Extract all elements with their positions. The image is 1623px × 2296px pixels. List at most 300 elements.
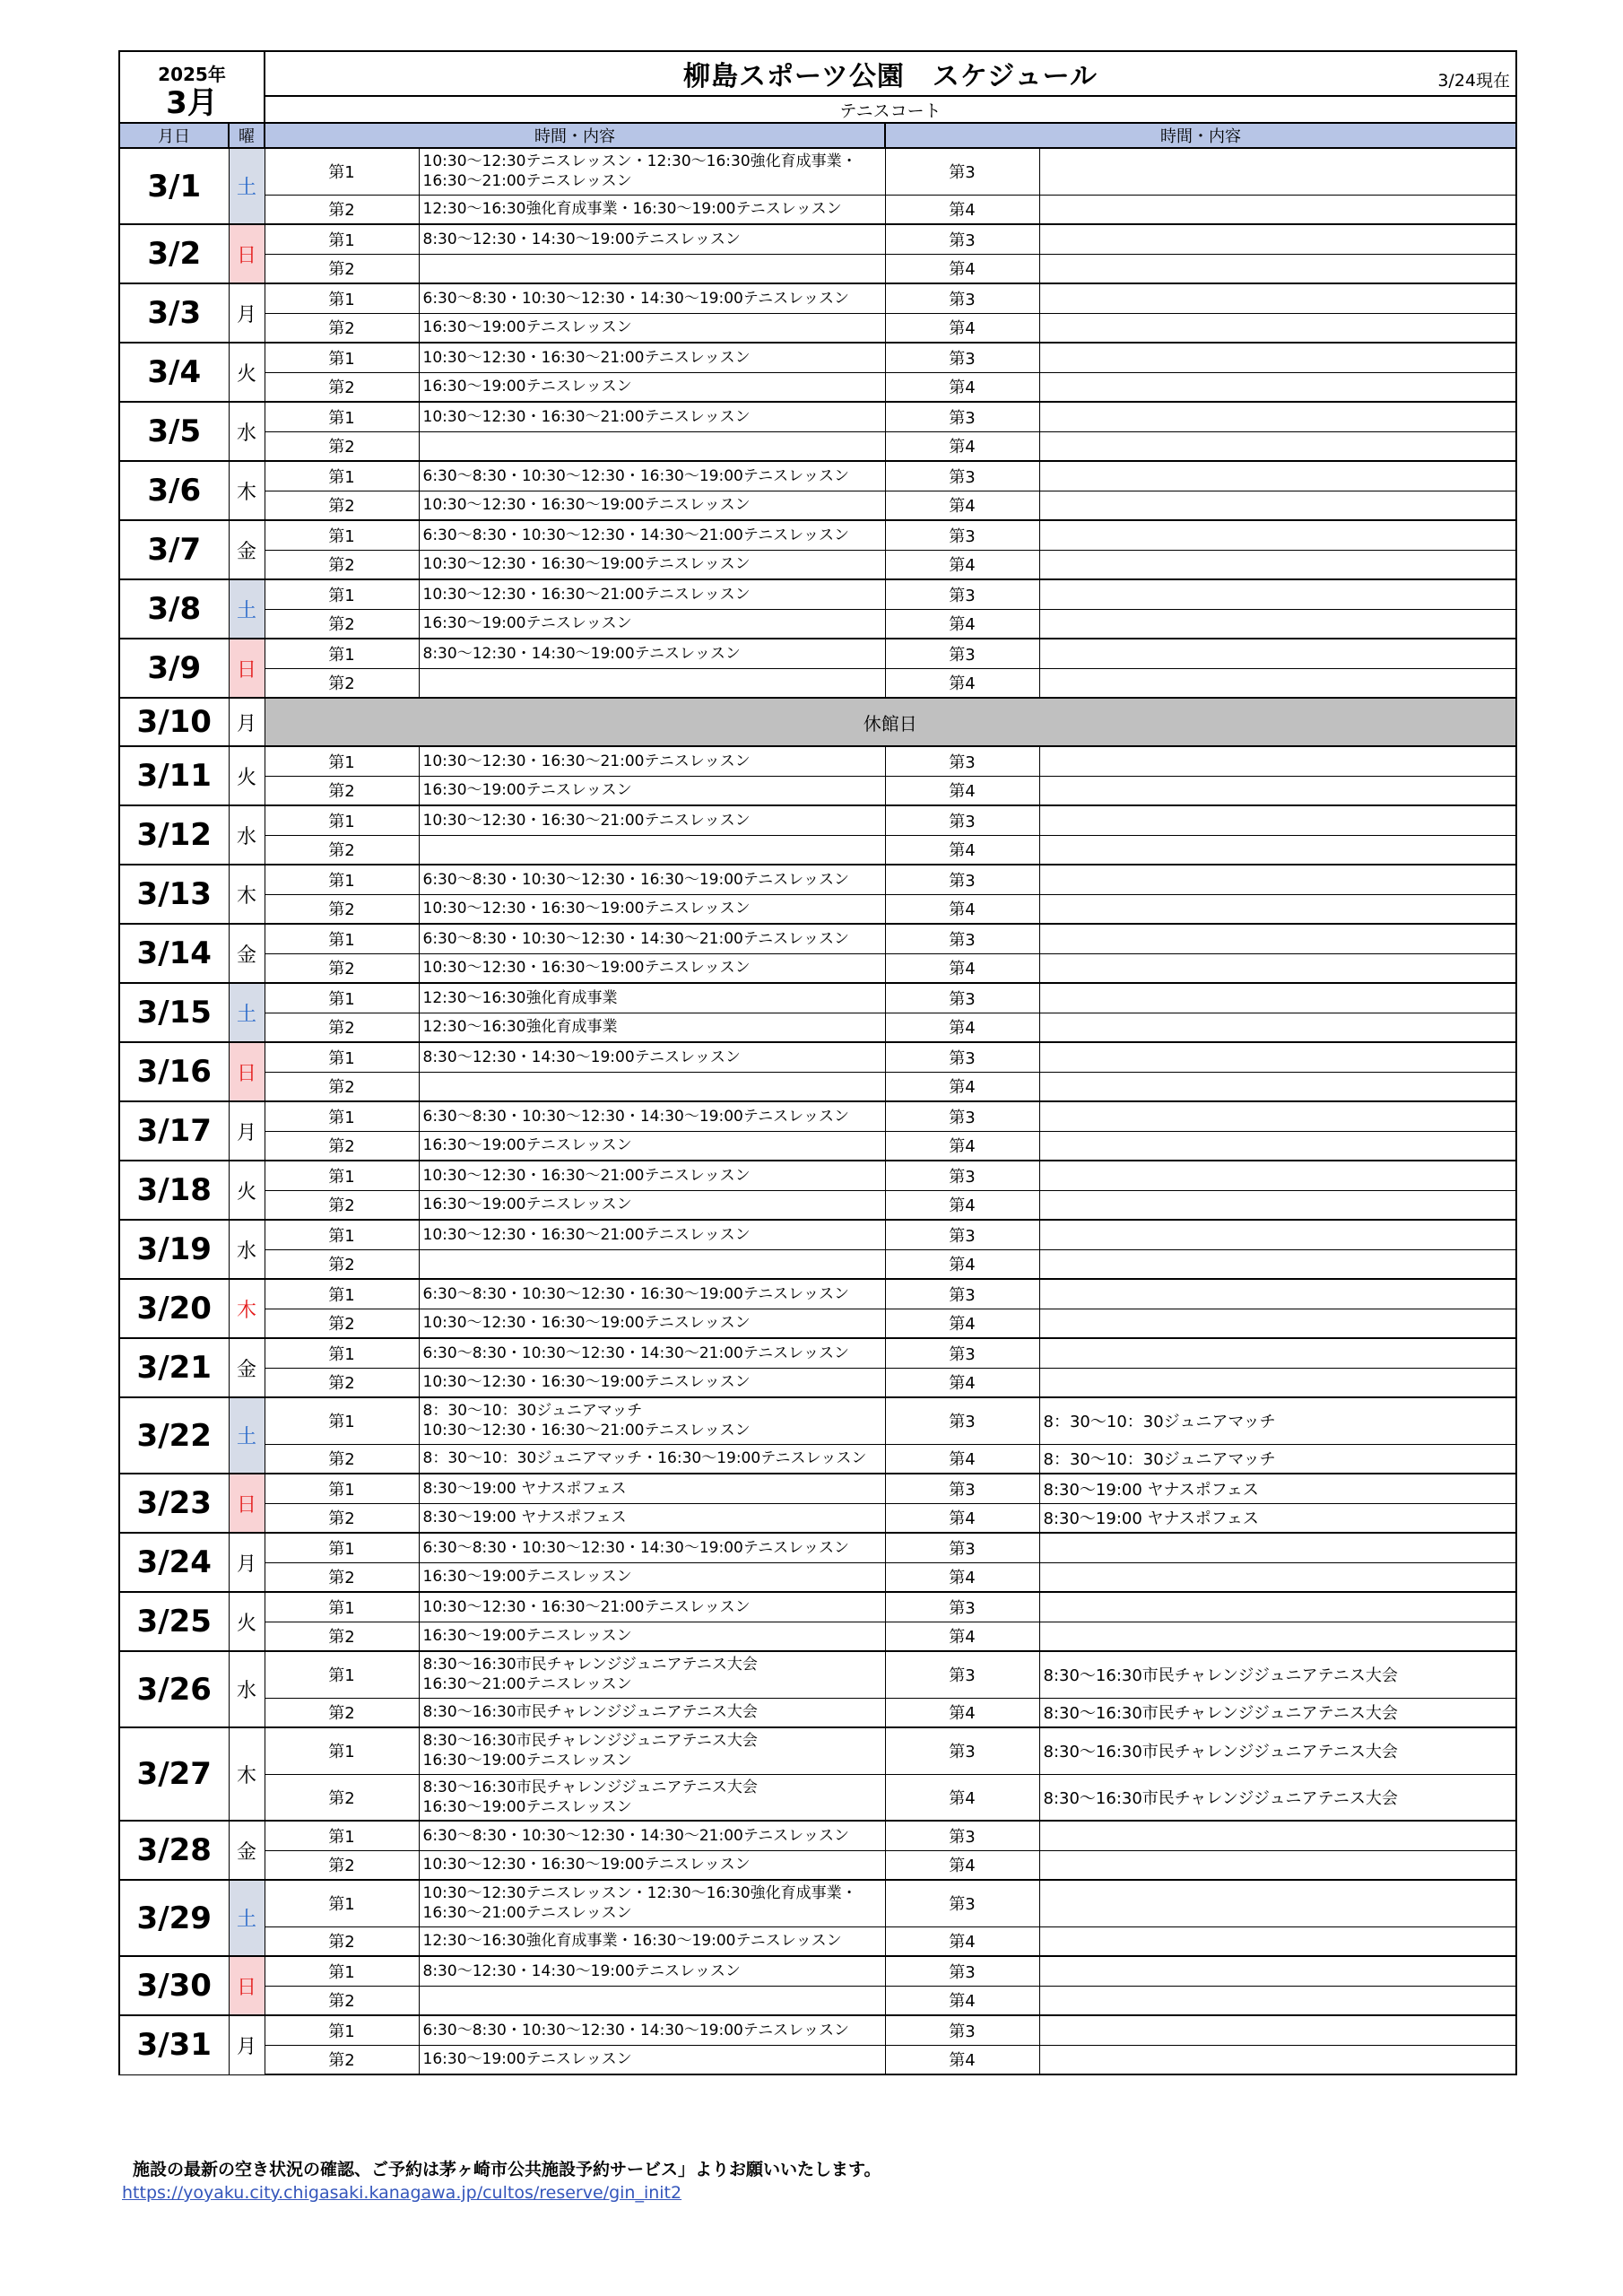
day-of-week: 月 — [229, 698, 265, 746]
month-header — [119, 51, 265, 123]
court-1-label: 第1 — [265, 224, 419, 254]
court-3-label: 第3 — [885, 805, 1039, 835]
court-4-schedule — [1039, 1562, 1516, 1592]
court-2-label: 第2 — [265, 1072, 419, 1101]
court-2-label: 第2 — [265, 1986, 419, 2015]
court-1-schedule: 10:30～12:30・16:30～21:00テニスレッスン — [419, 1592, 885, 1622]
court-4-schedule — [1039, 431, 1516, 461]
day-of-week: 土 — [229, 1397, 265, 1474]
day-of-week: 日 — [229, 1956, 265, 2015]
court-1-schedule: 8:30～12:30・14:30～19:00テニスレッスン — [419, 224, 885, 254]
court-2-label: 第2 — [265, 1368, 419, 1397]
day-date: 3/20 — [119, 1279, 229, 1338]
court-1-label: 第1 — [265, 1821, 419, 1850]
court-2-label: 第2 — [265, 1249, 419, 1279]
year-label: 2025年 — [158, 63, 226, 85]
court-4-schedule — [1039, 835, 1516, 865]
court-1-schedule: 10:30～12:30・16:30～21:00テニスレッスン — [419, 579, 885, 609]
schedule-line: 8：30～10：30ジュニアマッチ — [422, 1402, 643, 1421]
day-of-week: 日 — [229, 639, 265, 698]
court-2-label: 第2 — [265, 431, 419, 461]
day-of-week: 金 — [229, 924, 265, 983]
court-3-label: 第3 — [885, 224, 1039, 254]
day-date: 3/12 — [119, 805, 229, 865]
court-2-schedule: 10:30～12:30・16:30～19:00テニスレッスン — [419, 550, 885, 579]
day-row-sub — [119, 1622, 1516, 1651]
day-row — [119, 746, 1516, 776]
court-1-schedule — [419, 1880, 885, 1926]
court-1-label: 第1 — [265, 1101, 419, 1131]
day-date: 3/2 — [119, 224, 229, 283]
court-2-schedule — [419, 254, 885, 283]
schedule-line: 10:30～12:30テニスレッスン・12:30～16:30強化育成事業・ — [422, 152, 857, 171]
court-4-schedule: 8:30～19:00 ヤナスポフェス — [1039, 1503, 1516, 1533]
court-1-schedule: 10:30～12:30・16:30～21:00テニスレッスン — [419, 402, 885, 431]
court-2-schedule: 12:30～16:30強化育成事業・16:30～19:00テニスレッスン — [419, 195, 885, 224]
court-2-schedule: 8:30～16:30市民チャレンジジュニアテニス大会 — [419, 1698, 885, 1727]
court-2-schedule: 16:30～19:00テニスレッスン — [419, 1131, 885, 1161]
day-row — [119, 1727, 1516, 1774]
court-2-schedule: 8：30～10：30ジュニアマッチ・16:30～19:00テニスレッスン — [419, 1444, 885, 1474]
court-1-label: 第1 — [265, 805, 419, 835]
court-4-label: 第4 — [885, 1698, 1039, 1727]
court-1-label: 第1 — [265, 865, 419, 894]
court-3-schedule — [1039, 520, 1516, 550]
court-1-label: 第1 — [265, 1533, 419, 1562]
court-3-label: 第3 — [885, 865, 1039, 894]
court-3-label: 第3 — [885, 1956, 1039, 1986]
schedule-line: 10:30～12:30・16:30～21:00テニスレッスン — [422, 1422, 751, 1440]
day-row-sub — [119, 953, 1516, 983]
day-row — [119, 1397, 1516, 1444]
court-1-label: 第1 — [265, 1880, 419, 1926]
court-3-label: 第3 — [885, 520, 1039, 550]
column-header-row — [119, 123, 1516, 148]
day-row — [119, 983, 1516, 1013]
day-of-week: 木 — [229, 865, 265, 924]
court-3-schedule — [1039, 1533, 1516, 1562]
day-row-sub — [119, 668, 1516, 698]
court-1-label: 第1 — [265, 1161, 419, 1190]
court-3-schedule — [1039, 746, 1516, 776]
court-4-schedule — [1039, 1013, 1516, 1042]
court-2-schedule: 16:30～19:00テニスレッスン — [419, 2045, 885, 2074]
court-2-label: 第2 — [265, 668, 419, 698]
day-row — [119, 1042, 1516, 1072]
court-4-schedule — [1039, 1131, 1516, 1161]
day-row — [119, 805, 1516, 835]
day-row-sub — [119, 1926, 1516, 1956]
day-row-sub — [119, 1131, 1516, 1161]
court-1-schedule: 8:30～12:30・14:30～19:00テニスレッスン — [419, 1956, 885, 1986]
day-row — [119, 461, 1516, 491]
column-header-right: 時間・内容 — [885, 123, 1516, 148]
day-date: 3/3 — [119, 283, 229, 343]
court-4-label: 第4 — [885, 431, 1039, 461]
court-3-label: 第3 — [885, 148, 1039, 195]
court-1-schedule: 12:30～16:30強化育成事業 — [419, 983, 885, 1013]
court-1-schedule: 10:30～12:30・16:30～21:00テニスレッスン — [419, 805, 885, 835]
court-2-schedule: 12:30～16:30強化育成事業・16:30～19:00テニスレッスン — [419, 1926, 885, 1956]
court-3-schedule — [1039, 1220, 1516, 1249]
day-date: 3/21 — [119, 1338, 229, 1397]
day-of-week: 火 — [229, 1592, 265, 1651]
day-row — [119, 579, 1516, 609]
court-2-schedule — [419, 1774, 885, 1821]
day-date: 3/29 — [119, 1880, 229, 1956]
court-1-label: 第1 — [265, 1592, 419, 1622]
day-row-sub — [119, 1013, 1516, 1042]
schedule-line: 8:30～16:30市民チャレンジジュニアテニス大会 — [422, 1778, 758, 1796]
court-2-label: 第2 — [265, 2045, 419, 2074]
court-1-label: 第1 — [265, 983, 419, 1013]
day-row — [119, 1279, 1516, 1309]
court-1-label: 第1 — [265, 924, 419, 953]
day-row-sub — [119, 894, 1516, 924]
court-4-schedule — [1039, 1249, 1516, 1279]
court-4-schedule — [1039, 550, 1516, 579]
court-3-schedule — [1039, 924, 1516, 953]
day-row — [119, 1220, 1516, 1249]
court-3-label: 第3 — [885, 402, 1039, 431]
day-of-week: 木 — [229, 1727, 265, 1821]
court-1-schedule: 8:30～19:00 ヤナスポフェス — [419, 1474, 885, 1503]
court-4-label: 第4 — [885, 1013, 1039, 1042]
day-date: 3/26 — [119, 1651, 229, 1727]
court-1-label: 第1 — [265, 2015, 419, 2045]
court-2-label: 第2 — [265, 1131, 419, 1161]
schedule-line: 16:30～19:00テニスレッスン — [422, 1797, 632, 1816]
court-2-label: 第2 — [265, 1698, 419, 1727]
court-2-schedule — [419, 431, 885, 461]
court-2-schedule — [419, 1986, 885, 2015]
court-3-schedule — [1039, 1338, 1516, 1368]
court-2-label: 第2 — [265, 1190, 419, 1220]
court-4-label: 第4 — [885, 1562, 1039, 1592]
court-1-schedule: 10:30～12:30・16:30～21:00テニスレッスン — [419, 343, 885, 372]
day-row-sub — [119, 609, 1516, 639]
day-date: 3/27 — [119, 1727, 229, 1821]
court-3-label: 第3 — [885, 1821, 1039, 1850]
day-row-sub — [119, 776, 1516, 805]
court-4-label: 第4 — [885, 1926, 1039, 1956]
day-row-sub — [119, 1503, 1516, 1533]
court-2-schedule: 10:30～12:30・16:30～19:00テニスレッスン — [419, 491, 885, 520]
court-4-label: 第4 — [885, 1444, 1039, 1474]
as-of-date: 3/24現在 — [1437, 71, 1511, 91]
court-2-label: 第2 — [265, 1622, 419, 1651]
court-3-label: 第3 — [885, 1101, 1039, 1131]
court-1-schedule: 6:30～8:30・10:30～12:30・14:30～21:00テニスレッスン — [419, 1821, 885, 1850]
day-row-sub — [119, 254, 1516, 283]
day-row — [119, 224, 1516, 254]
court-2-label: 第2 — [265, 1309, 419, 1338]
day-row — [119, 343, 1516, 372]
court-4-label: 第4 — [885, 1503, 1039, 1533]
court-4-schedule — [1039, 2045, 1516, 2074]
court-4-label: 第4 — [885, 1774, 1039, 1821]
court-1-label: 第1 — [265, 1956, 419, 1986]
day-date: 3/23 — [119, 1474, 229, 1533]
court-1-label: 第1 — [265, 1727, 419, 1774]
court-1-label: 第1 — [265, 579, 419, 609]
day-of-week: 水 — [229, 1651, 265, 1727]
day-date: 3/14 — [119, 924, 229, 983]
court-2-schedule: 10:30～12:30・16:30～19:00テニスレッスン — [419, 953, 885, 983]
day-of-week: 火 — [229, 1161, 265, 1220]
court-2-schedule — [419, 668, 885, 698]
day-of-week: 日 — [229, 1042, 265, 1101]
court-3-schedule — [1039, 148, 1516, 195]
court-4-label: 第4 — [885, 1368, 1039, 1397]
court-3-schedule — [1039, 283, 1516, 313]
court-3-label: 第3 — [885, 343, 1039, 372]
day-date: 3/8 — [119, 579, 229, 639]
court-3-label: 第3 — [885, 283, 1039, 313]
court-1-label: 第1 — [265, 148, 419, 195]
court-3-label: 第3 — [885, 1727, 1039, 1774]
schedule-page — [118, 50, 1515, 2075]
court-3-label: 第3 — [885, 1338, 1039, 1368]
court-2-label: 第2 — [265, 550, 419, 579]
court-1-label: 第1 — [265, 1651, 419, 1698]
day-date: 3/11 — [119, 746, 229, 805]
schedule-line: 8:30～16:30市民チャレンジジュニアテニス大会 — [422, 1656, 758, 1674]
court-4-schedule — [1039, 313, 1516, 343]
court-1-schedule: 6:30～8:30・10:30～12:30・14:30～19:00テニスレッスン — [419, 2015, 885, 2045]
court-3-label: 第3 — [885, 1533, 1039, 1562]
court-3-label: 第3 — [885, 1474, 1039, 1503]
court-1-schedule — [419, 1651, 885, 1698]
reservation-link[interactable]: https://yoyaku.city.chigasaki.kanagawa.jp/cultos/reserve/gin_init2 — [122, 2183, 682, 2203]
day-row — [119, 2015, 1516, 2045]
schedule-line: 16:30～21:00テニスレッスン — [422, 1675, 632, 1694]
court-4-schedule: 8:30～16:30市民チャレンジジュニアテニス大会 — [1039, 1774, 1516, 1821]
court-1-label: 第1 — [265, 1474, 419, 1503]
day-date: 3/28 — [119, 1821, 229, 1880]
day-of-week: 土 — [229, 983, 265, 1042]
court-2-label: 第2 — [265, 372, 419, 402]
court-4-label: 第4 — [885, 1072, 1039, 1101]
day-of-week: 水 — [229, 805, 265, 865]
court-2-label: 第2 — [265, 1562, 419, 1592]
day-row — [119, 1161, 1516, 1190]
court-3-label: 第3 — [885, 1592, 1039, 1622]
day-of-week: 月 — [229, 283, 265, 343]
court-2-label: 第2 — [265, 1444, 419, 1474]
court-4-schedule: 8：30～10：30ジュニアマッチ — [1039, 1444, 1516, 1474]
day-date: 3/16 — [119, 1042, 229, 1101]
court-3-label: 第3 — [885, 746, 1039, 776]
court-4-label: 第4 — [885, 313, 1039, 343]
day-row-sub — [119, 195, 1516, 224]
court-3-label: 第3 — [885, 639, 1039, 668]
court-1-schedule: 6:30～8:30・10:30～12:30・14:30～21:00テニスレッスン — [419, 520, 885, 550]
court-3-schedule — [1039, 2015, 1516, 2045]
court-3-label: 第3 — [885, 1397, 1039, 1444]
court-4-label: 第4 — [885, 609, 1039, 639]
day-row-sub — [119, 835, 1516, 865]
court-2-schedule: 10:30～12:30・16:30～19:00テニスレッスン — [419, 1850, 885, 1880]
court-4-schedule — [1039, 254, 1516, 283]
day-row — [119, 1956, 1516, 1986]
court-4-label: 第4 — [885, 195, 1039, 224]
day-row-sub — [119, 1444, 1516, 1474]
court-1-label: 第1 — [265, 402, 419, 431]
court-3-schedule: 8：30～10：30ジュニアマッチ — [1039, 1397, 1516, 1444]
court-3-schedule — [1039, 1101, 1516, 1131]
court-4-schedule — [1039, 1622, 1516, 1651]
schedule-line: 16:30～21:00テニスレッスン — [422, 172, 632, 191]
court-2-schedule: 16:30～19:00テニスレッスン — [419, 313, 885, 343]
day-row-sub — [119, 1774, 1516, 1821]
court-4-schedule — [1039, 894, 1516, 924]
court-1-schedule: 10:30～12:30・16:30～21:00テニスレッスン — [419, 1161, 885, 1190]
court-3-schedule: 8:30～19:00 ヤナスポフェス — [1039, 1474, 1516, 1503]
court-1-label: 第1 — [265, 1397, 419, 1444]
column-header-date: 月日 — [119, 123, 229, 148]
court-4-schedule — [1039, 776, 1516, 805]
court-2-schedule: 16:30～19:00テニスレッスン — [419, 372, 885, 402]
schedule-line: 16:30～19:00テニスレッスン — [422, 1752, 632, 1770]
court-3-label: 第3 — [885, 1279, 1039, 1309]
court-1-schedule: 6:30～8:30・10:30～12:30・14:30～21:00テニスレッスン — [419, 924, 885, 953]
day-of-week: 火 — [229, 746, 265, 805]
court-1-schedule: 6:30～8:30・10:30～12:30・14:30～19:00テニスレッスン — [419, 1533, 885, 1562]
day-date: 3/17 — [119, 1101, 229, 1161]
day-of-week: 日 — [229, 224, 265, 283]
court-4-label: 第4 — [885, 776, 1039, 805]
court-1-label: 第1 — [265, 746, 419, 776]
court-4-label: 第4 — [885, 254, 1039, 283]
day-date: 3/5 — [119, 402, 229, 461]
court-3-label: 第3 — [885, 983, 1039, 1013]
court-2-label: 第2 — [265, 776, 419, 805]
court-2-schedule: 8:30～19:00 ヤナスポフェス — [419, 1503, 885, 1533]
court-4-schedule — [1039, 1850, 1516, 1880]
day-row-sub — [119, 1309, 1516, 1338]
column-header-dow: 曜 — [229, 123, 265, 148]
court-2-label: 第2 — [265, 491, 419, 520]
day-of-week: 木 — [229, 461, 265, 520]
court-1-label: 第1 — [265, 520, 419, 550]
court-1-schedule: 6:30～8:30・10:30～12:30・16:30～19:00テニスレッスン — [419, 865, 885, 894]
court-2-schedule: 16:30～19:00テニスレッスン — [419, 609, 885, 639]
schedule-line: 8:30～16:30市民チャレンジジュニアテニス大会 — [422, 1732, 758, 1751]
court-4-schedule — [1039, 1072, 1516, 1101]
day-row — [119, 283, 1516, 313]
court-4-schedule — [1039, 668, 1516, 698]
day-row — [119, 1651, 1516, 1698]
court-3-schedule — [1039, 1821, 1516, 1850]
day-row — [119, 924, 1516, 953]
day-row — [119, 698, 1516, 746]
day-of-week: 火 — [229, 343, 265, 402]
court-2-label: 第2 — [265, 894, 419, 924]
day-of-week: 月 — [229, 2015, 265, 2074]
court-4-label: 第4 — [885, 1190, 1039, 1220]
court-2-schedule: 12:30～16:30強化育成事業 — [419, 1013, 885, 1042]
court-4-label: 第4 — [885, 550, 1039, 579]
court-3-schedule — [1039, 1279, 1516, 1309]
court-3-schedule — [1039, 461, 1516, 491]
court-2-schedule: 10:30～12:30・16:30～19:00テニスレッスン — [419, 1309, 885, 1338]
court-1-label: 第1 — [265, 1279, 419, 1309]
day-date: 3/7 — [119, 520, 229, 579]
day-row — [119, 148, 1516, 195]
court-4-schedule — [1039, 1926, 1516, 1956]
court-1-schedule: 6:30～8:30・10:30～12:30・16:30～19:00テニスレッスン — [419, 1279, 885, 1309]
day-row — [119, 402, 1516, 431]
court-3-schedule — [1039, 805, 1516, 835]
court-4-schedule — [1039, 1986, 1516, 2015]
day-row-sub — [119, 1562, 1516, 1592]
court-3-schedule — [1039, 1042, 1516, 1072]
court-1-label: 第1 — [265, 343, 419, 372]
day-row-sub — [119, 1368, 1516, 1397]
day-row-sub — [119, 1249, 1516, 1279]
day-row-sub — [119, 491, 1516, 520]
day-date: 3/10 — [119, 698, 229, 746]
day-row-sub — [119, 550, 1516, 579]
court-4-label: 第4 — [885, 491, 1039, 520]
day-row — [119, 520, 1516, 550]
day-date: 3/31 — [119, 2015, 229, 2074]
court-1-schedule: 6:30～8:30・10:30～12:30・14:30～21:00テニスレッスン — [419, 1338, 885, 1368]
court-2-schedule: 16:30～19:00テニスレッスン — [419, 1190, 885, 1220]
column-header-left: 時間・内容 — [265, 123, 885, 148]
day-of-week: 土 — [229, 148, 265, 224]
court-4-label: 第4 — [885, 1622, 1039, 1651]
day-row-sub — [119, 2045, 1516, 2074]
court-3-schedule — [1039, 983, 1516, 1013]
court-4-label: 第4 — [885, 1131, 1039, 1161]
day-date: 3/1 — [119, 148, 229, 224]
month-label: 3月 — [166, 84, 218, 121]
court-4-schedule — [1039, 1190, 1516, 1220]
court-2-label: 第2 — [265, 1774, 419, 1821]
closed-day-cell: 休館日 — [265, 698, 1516, 746]
court-2-schedule — [419, 1249, 885, 1279]
day-row — [119, 1338, 1516, 1368]
day-date: 3/24 — [119, 1533, 229, 1592]
court-4-label: 第4 — [885, 1850, 1039, 1880]
schedule-line: 10:30～12:30テニスレッスン・12:30～16:30強化育成事業・ — [422, 1884, 857, 1903]
day-of-week: 土 — [229, 1880, 265, 1956]
court-2-schedule — [419, 835, 885, 865]
court-3-schedule — [1039, 639, 1516, 668]
court-3-label: 第3 — [885, 2015, 1039, 2045]
day-of-week: 水 — [229, 402, 265, 461]
day-row-sub — [119, 1698, 1516, 1727]
facility-label: テニスコート — [265, 96, 1516, 123]
schedule-table — [118, 50, 1517, 2075]
court-2-schedule: 16:30～19:00テニスレッスン — [419, 776, 885, 805]
court-3-label: 第3 — [885, 924, 1039, 953]
day-row-sub — [119, 313, 1516, 343]
day-date: 3/30 — [119, 1956, 229, 2015]
court-1-label: 第1 — [265, 461, 419, 491]
day-row — [119, 1101, 1516, 1131]
day-row — [119, 639, 1516, 668]
court-3-schedule — [1039, 343, 1516, 372]
day-date: 3/6 — [119, 461, 229, 520]
court-3-label: 第3 — [885, 579, 1039, 609]
court-3-schedule — [1039, 1592, 1516, 1622]
court-1-schedule — [419, 1397, 885, 1444]
court-2-schedule: 16:30～19:00テニスレッスン — [419, 1622, 885, 1651]
court-4-label: 第4 — [885, 668, 1039, 698]
